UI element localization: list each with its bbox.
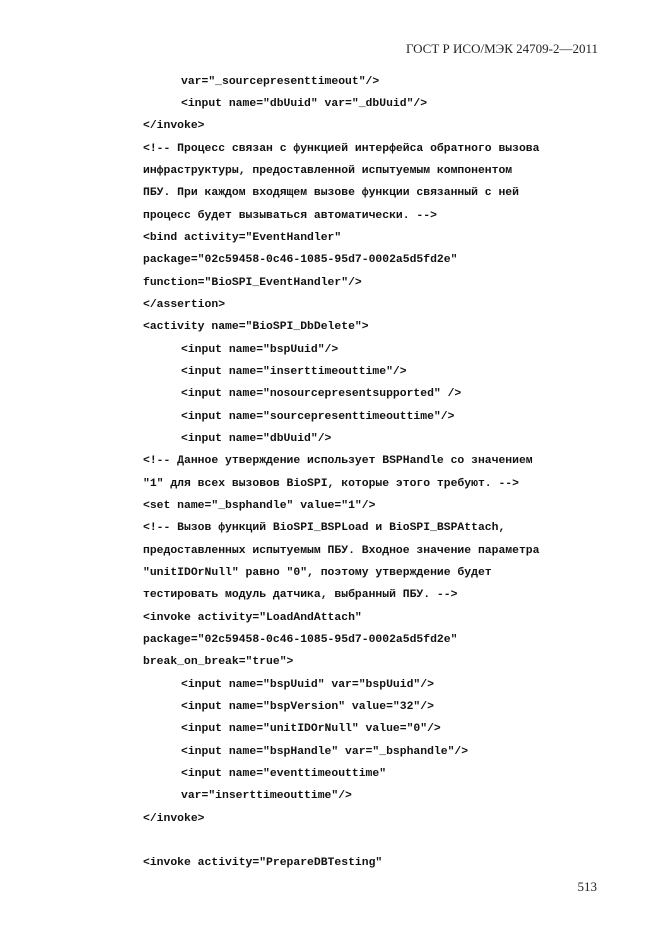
code-line: предоставленных испытуемым ПБУ. Входное значение параметра bbox=[143, 545, 540, 557]
code-line: <activity name="BioSPI_DbDelete"> bbox=[143, 321, 369, 333]
page-number: 513 bbox=[577, 879, 597, 894]
code-line: package="02c59458-0c46-1085-95d7-0002a5d5fd2e" bbox=[143, 634, 458, 646]
code-line: <input name="bspUuid" var="bspUuid"/> bbox=[181, 679, 434, 691]
code-line: <bind activity="EventHandler" bbox=[143, 232, 342, 244]
standard-header: ГОСТ Р ИСО/МЭК 24709-2—2011 bbox=[405, 41, 598, 56]
code-line: <input name="inserttimeouttime"/> bbox=[181, 366, 407, 378]
code-line: <input name="dbUuid" var="_dbUuid"/> bbox=[181, 98, 428, 110]
code-line: <input name="sourcepresenttimeouttime"/> bbox=[181, 411, 455, 423]
code-line: <input name="bspVersion" value="32"/> bbox=[181, 701, 434, 713]
code-line: function="BioSPI_EventHandler"/> bbox=[143, 277, 362, 289]
code-line: "unitIDOrNull" равно "0", поэтому утверждение будет bbox=[143, 567, 492, 579]
code-line: </invoke> bbox=[143, 813, 205, 825]
code-line: <set name="_bsphandle" value="1"/> bbox=[143, 500, 376, 512]
code-line: package="02c59458-0c46-1085-95d7-0002a5d5fd2e" bbox=[143, 254, 458, 266]
code-line: <input name="bspHandle" var="_bsphandle"/> bbox=[181, 746, 469, 758]
code-line: <!-- Процесс связан с функцией интерфейса обратного вызова bbox=[143, 143, 540, 155]
code-line: <input name="eventtimeouttime" bbox=[181, 768, 387, 780]
code-line: тестировать модуль датчика, выбранный ПБУ. --> bbox=[143, 589, 458, 601]
code-line: <input name="bspUuid"/> bbox=[181, 344, 339, 356]
code-line: </assertion> bbox=[143, 299, 226, 311]
code-line: "1" для всех вызовов BioSPI, которые этого требуют. --> bbox=[143, 478, 519, 490]
code-line: </invoke> bbox=[143, 120, 205, 132]
code-line: <invoke activity="PrepareDBTesting" bbox=[143, 857, 383, 869]
code-line: <invoke activity="LoadAndAttach" bbox=[143, 612, 362, 624]
code-line: break_on_break="true"> bbox=[143, 656, 294, 668]
code-line: процесс будет вызываться автоматически. --> bbox=[143, 210, 437, 222]
code-line: <input name="dbUuid"/> bbox=[181, 433, 332, 445]
code-line: <input name="nosourcepresentsupported" /> bbox=[181, 388, 462, 400]
code-line: <!-- Вызов функций BioSPI_BSPLoad и BioSPI_BSPAttach, bbox=[143, 522, 506, 534]
code-line: <input name="unitIDOrNull" value="0"/> bbox=[181, 723, 441, 735]
code-line: var="_sourcepresenttimeout"/> bbox=[181, 76, 380, 88]
code-line: <!-- Данное утверждение использует BSPHandle со значением bbox=[143, 455, 533, 467]
code-line: var="inserttimeouttime"/> bbox=[181, 790, 352, 802]
code-line: инфраструктуры, предоставленной испытуемым компонентом bbox=[143, 165, 513, 177]
code-line: ПБУ. При каждом входящем вызове функции связанный с ней bbox=[143, 187, 519, 199]
